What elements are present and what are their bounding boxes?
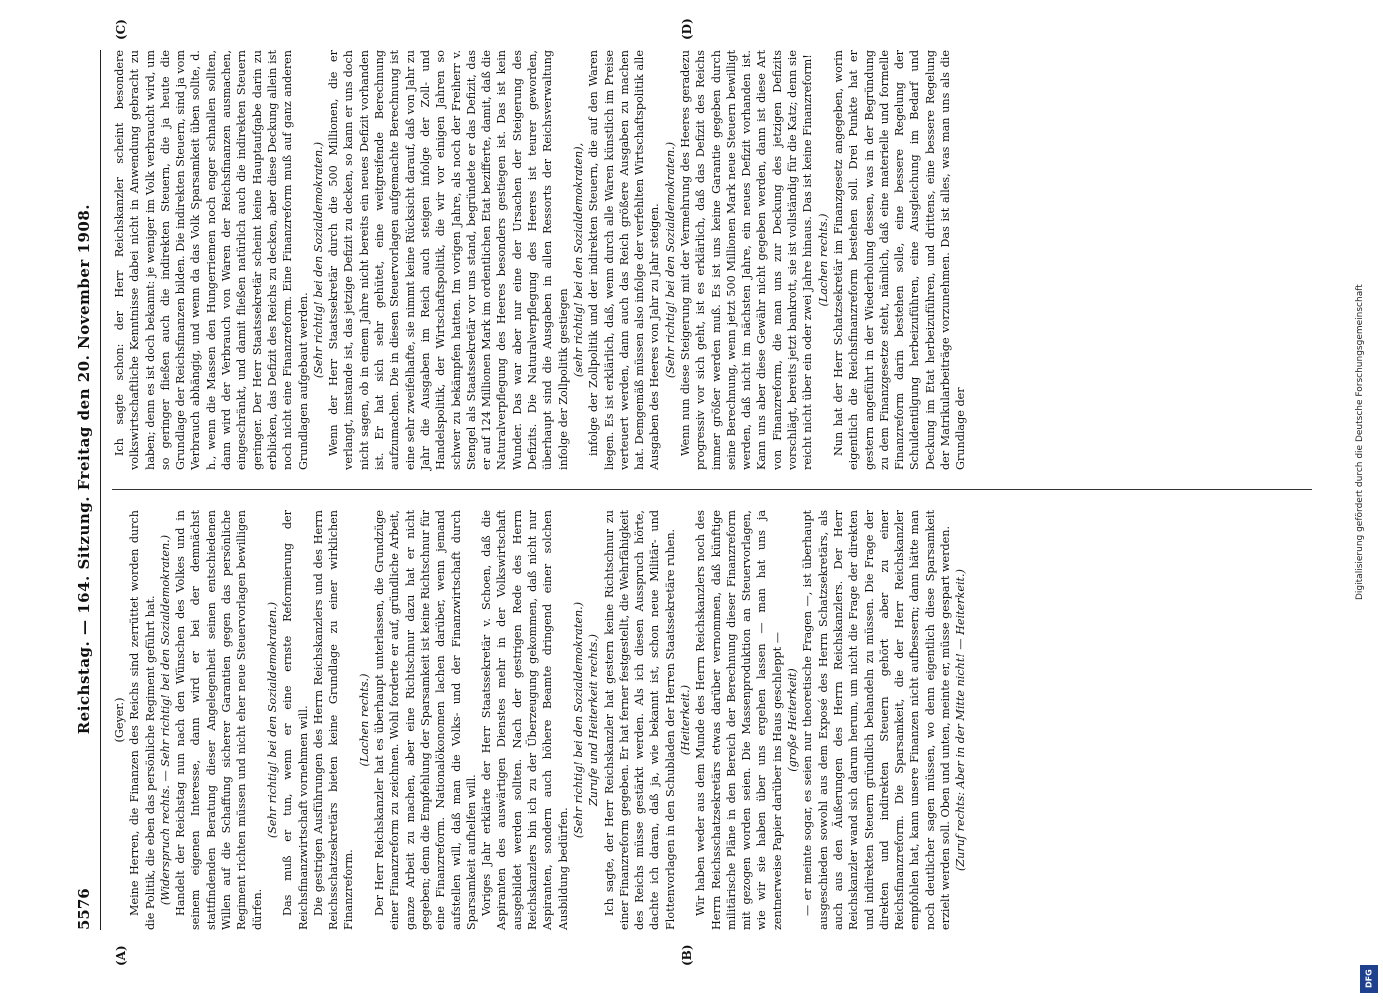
- interjection: (Lachen rechts.): [816, 213, 830, 307]
- interjection: (Sehr richtig! bei den Sozialdemokraten.): [663, 141, 677, 379]
- page-header: [70, 50, 98, 930]
- speaker-name: (Geyer.): [113, 697, 126, 743]
- column-divider: [112, 489, 1312, 490]
- paragraph: — er meinte sogar, es seien nur theoretische Fragen —, ist überhaupt ausgeschieden sowohl aus dem Exposé des Herrn Schatzsekretärs, als auch aus den Äußerungen des Herrn Reichskanzlers. Der Herr Reichskanzler wand sich darum herum, um nicht die Frage der direkten und indirekten Steuern gründlich behandeln zu müssen. Die Frage der direkten und indirekten Steuern gehört aber zu einer Reichsfinanzreform. Die Sparsamkeit, die der Herr Reichskanzler empfohlen hat, kann unsere Finanzen nicht aufbessern; dann hätte man noch deutlicher sagen müssen, wo denn eigentlich diese Sparsamkeit erzielt werden soll. Oben und unten, meinte er, müsse gespart werden.: [801, 510, 953, 930]
- interjection: (Zuruf rechts: Aber in der Mitte nicht! — Heiterkeit.): [954, 569, 968, 871]
- interjection: (Sehr richtig! bei den Sozialdemokraten.): [265, 601, 279, 839]
- page-content: [70, 18, 1320, 966]
- paragraph: Das muß er tun, wenn er eine ernste Reformierung der Reichsfinanzwirtschaft vornehmen will.: [281, 510, 310, 930]
- margin-marker-c: (C): [114, 19, 128, 40]
- interjection: (Widerspruch rechts. — Sehr richtig! bei den Sozialdemokraten.): [158, 534, 172, 906]
- margin-marker-b: (B): [680, 944, 694, 966]
- header-rule: [100, 50, 101, 930]
- paragraph: Wir haben weder aus dem Munde des Herrn Reichskanzlers noch des Herrn Reichsschatzsekretärs etwas darüber vernommen, daß künftige militärische Pläne in den Bereich der Berechnung dieser Finanzreform mit gezogen worden seien. Die Massenproduktion an Steuervorlagen, wie wir sie haben über uns ergehen lassen — man hat uns ja zentnerweise Papier darüber ins Haus geschleppt —: [694, 510, 784, 930]
- left-column: [112, 510, 969, 930]
- paragraph: Meine Herren, die Finanzen des Reichs sind zerrüttet worden durch die Politik, die eben das persönliche Regiment geführt hat.: [128, 510, 157, 930]
- right-column: [112, 50, 969, 470]
- margin-marker-d: (D): [680, 18, 694, 40]
- margin-marker-a: (A): [114, 945, 128, 966]
- paragraph: Die gestrigen Ausführungen des Herrn Reichskanzlers und des Herrn Reichsschatzsekretärs bieten keine Grundlage zu einer wirklichen Finanzreform.: [311, 510, 356, 930]
- interjection: Zurufe und Heiterkeit rechts.): [587, 633, 601, 807]
- interjection: (Sehr richtig! bei den Sozialdemokraten.): [311, 141, 325, 379]
- paragraph: Handelt der Reichstag nun nach den Wünschen des Volkes und in seinem eigenen Interesse, dann wird er bei der demnächst stattfindenden Beratung dieser Angelegenheit seinen entschiedenen Willen auf die Schaffung sicherer Garantien gegen das persönliche Regiment richten müssen und nicht eher neue Steuervorlagen bewilligen dürfen.: [174, 510, 264, 930]
- page-number: 5576: [75, 888, 93, 930]
- paragraph: infolge der Zollpolitik und der indirekten Steuern, die auf den Waren liegen. Es ist erklärlich, daß, wenn durch alle Waren künstlich im Preise verteuert werden, dann auch das Reich größere Ausgaben zu machen hat. Demgemäß müssen also infolge der verfehlten Wirtschaftspolitik alle Ausgaben des Heeres von Jahr zu Jahr steigen.: [587, 50, 662, 470]
- interjection: (große Heiterkeit): [786, 668, 800, 772]
- paragraph: Ich sagte, der Herr Reichskanzler hat gestern keine Richtschnur zu einer Finanzreform gegeben. Er hat ferner festgestellt, die Wehrfähigkeit des Reichs müsse gestärkt werden. Als ich diesen Ausspruch hörte, dachte ich daran, daß ja, wie bekannt ist, schon neue Militär- und Flottenvorlagen in den Schubladen der Herren Staatssekretäre ruhen.: [602, 510, 677, 930]
- paragraph: Ich sagte schon: der Herr Reichskanzler scheint besondere volkswirtschaftliche Kenntnisse dabei nicht in Anwendung gebracht zu haben; denn es ist doch bekannt: je weniger im Volk verbraucht wird, um so geringer fließen auch die indirekten Steuern, die ja heute die Grundlage der Reichsfinanzen bilden. Die indirekten Steuern, sind ja vom Verbrauch abhängig, und wenn da das Volk Sparsamkeit üben sollte, d. h., wenn die Massen den Hungerriemen noch enger schnallen sollten, dann wird der Verbrauch von Waren der Reichsfinanzen ausmachen, eingeschränkt, und damit fließen natürlich auch die indirekten Steuern geringer. Der Herr Staatssekretär scheint keine Hauptaufgabe darin zu erblicken, das Defizit des Reichs zu decken, aber diese Deckung allein ist noch nicht eine Finanzreform. Eine Finanzreform muß auf ganz anderen Grundlagen aufgebaut werden.: [113, 50, 310, 470]
- interjection: (Lachen rechts.): [357, 673, 371, 767]
- page-title: Reichstag. — 164. Sitzung. Freitag den 20. November 1908.: [75, 203, 93, 735]
- interjection: (sehr richtig! bei den Sozialdemokraten),: [571, 142, 585, 378]
- credit-text: Digitalisierung gefördert durch die Deutsche Forschungsgemeinschaft: [1355, 284, 1365, 600]
- dfg-logo: DFG: [1360, 965, 1378, 993]
- digitization-credit: [1355, 200, 1369, 600]
- paragraph: Wenn der Herr Staatssekretär durch die 500 Millionen, die er verlangt, imstande ist, das jetzige Defizit zu decken, so kann er uns doch nicht sagen, ob in einem Jahre nicht bereits ein neues Defizit vorhanden ist. Er hat sich sehr gehütet, eine weitgreifende Berechnung aufzumachen. Die in diesen Steuervorlagen aufgemachte Berechnung ist eine sehr zweifelhafte, sie nimmt keine Rücksicht darauf, daß von Jahr zu Jahr die Ausgaben im Reich auch steigen infolge der Zoll- und Handelspolitik, der Wirtschaftspolitik, die wir vor einigen Jahren so schwer zu bekämpfen hatten. Im vorigen Jahre, als noch der Freiherr v. Stengel als Staatssekretär vor uns stand, begründete er das Defizit, das er auf 124 Millionen Mark im ordentlichen Etat bezifferte, damit, daß die Naturalverpflegung des Heeres besonders gestiegen ist. Das ist kein Wunder. Das war aber nur eine der Ursachen der Steigerung des Defizits. Die Naturalverpflegung des Heeres ist teurer geworden, überhaupt sind die Ausgaben in allen Ressorts der Reichsverwaltung infolge der Zollpolitik gestiegen: [327, 50, 570, 470]
- paragraph: Wenn nun diese Steigerung mit der Vermehrung des Heeres geradezu progressiv vor sich geht, ist es erklärlich, daß das Defizit des Reichs immer größer werden muß. Es ist uns keine Garantie gegeben durch seine Berechnung, wenn jetzt 500 Millionen Mark neue Steuern bewilligt werden, daß nicht im nächsten Jahre, ein neues Defizit vorhanden ist. Kann uns aber diese Gewähr nicht gegeben werden, dann ist diese Art von Finanzreform, die man uns zur Deckung des jetzigen Defizits vorschlägt, bereits jetzt bankrott, sie ist vollständig für die Katz; denn sie reicht nicht über ein oder zwei Jahre hinaus. Das ist keine Finanzreform!: [678, 50, 815, 470]
- paragraph: Voriges Jahr erklärte der Herr Staatssekretär v. Schoen, daß die Aspiranten des auswärtigen Dienstes mehr in der Volkswirtschaft ausgebildet werden sollten. Nach der gestrigen Rede des Herrn Reichskanzlers bin ich zu der Überzeugung gekommen, daß nicht nur Aspiranten, sondern auch höhere Beamte dringend einer solchen Ausbildung bedürfen.: [480, 510, 570, 930]
- paragraph: Nun hat der Herr Schatzsekretär im Finanzgesetz angegeben, worin eigentlich die Reichsfinanzreform bestehen soll. Drei Punkte hat er gestern angeführt in der Wiederholung dessen, was in der Begründung zu dem Finanzgesetze steht, nämlich, daß eine materielle und formelle Finanzreform darin bestehen solle, eine bessere Regelung der Schuldentilgung herbeizuführen, eine Ausgleichung im Bedarf und Deckung im Etat herbeizuführen, und drittens, eine bessere Regelung der Matrikularbeiträge vorzunehmen. Das ist alles, was man uns als die Grundlage der: [831, 50, 968, 470]
- paragraph: Der Herr Reichskanzler hat es überhaupt unterlassen, die Grundzüge einer Finanzreform zu zeichnen. Wohl forderte er auf, gründliche Arbeit, ganze Arbeit zu machen, aber eine Richtschnur dazu hat er nicht gegeben; denn die Empfehlung der Sparsamkeit ist keine Richtschnur für eine Finanzreform. Nationalökonomen lachen darüber, wenn jemand aufstellen will, daß man die Volks- und der Finanzwirtschaft durch Sparsamkeit aufhelfen will.: [373, 510, 478, 930]
- interjection: (Heiterkeit.): [678, 684, 692, 756]
- interjection: (Sehr richtig! bei den Sozialdemokraten.): [571, 601, 585, 839]
